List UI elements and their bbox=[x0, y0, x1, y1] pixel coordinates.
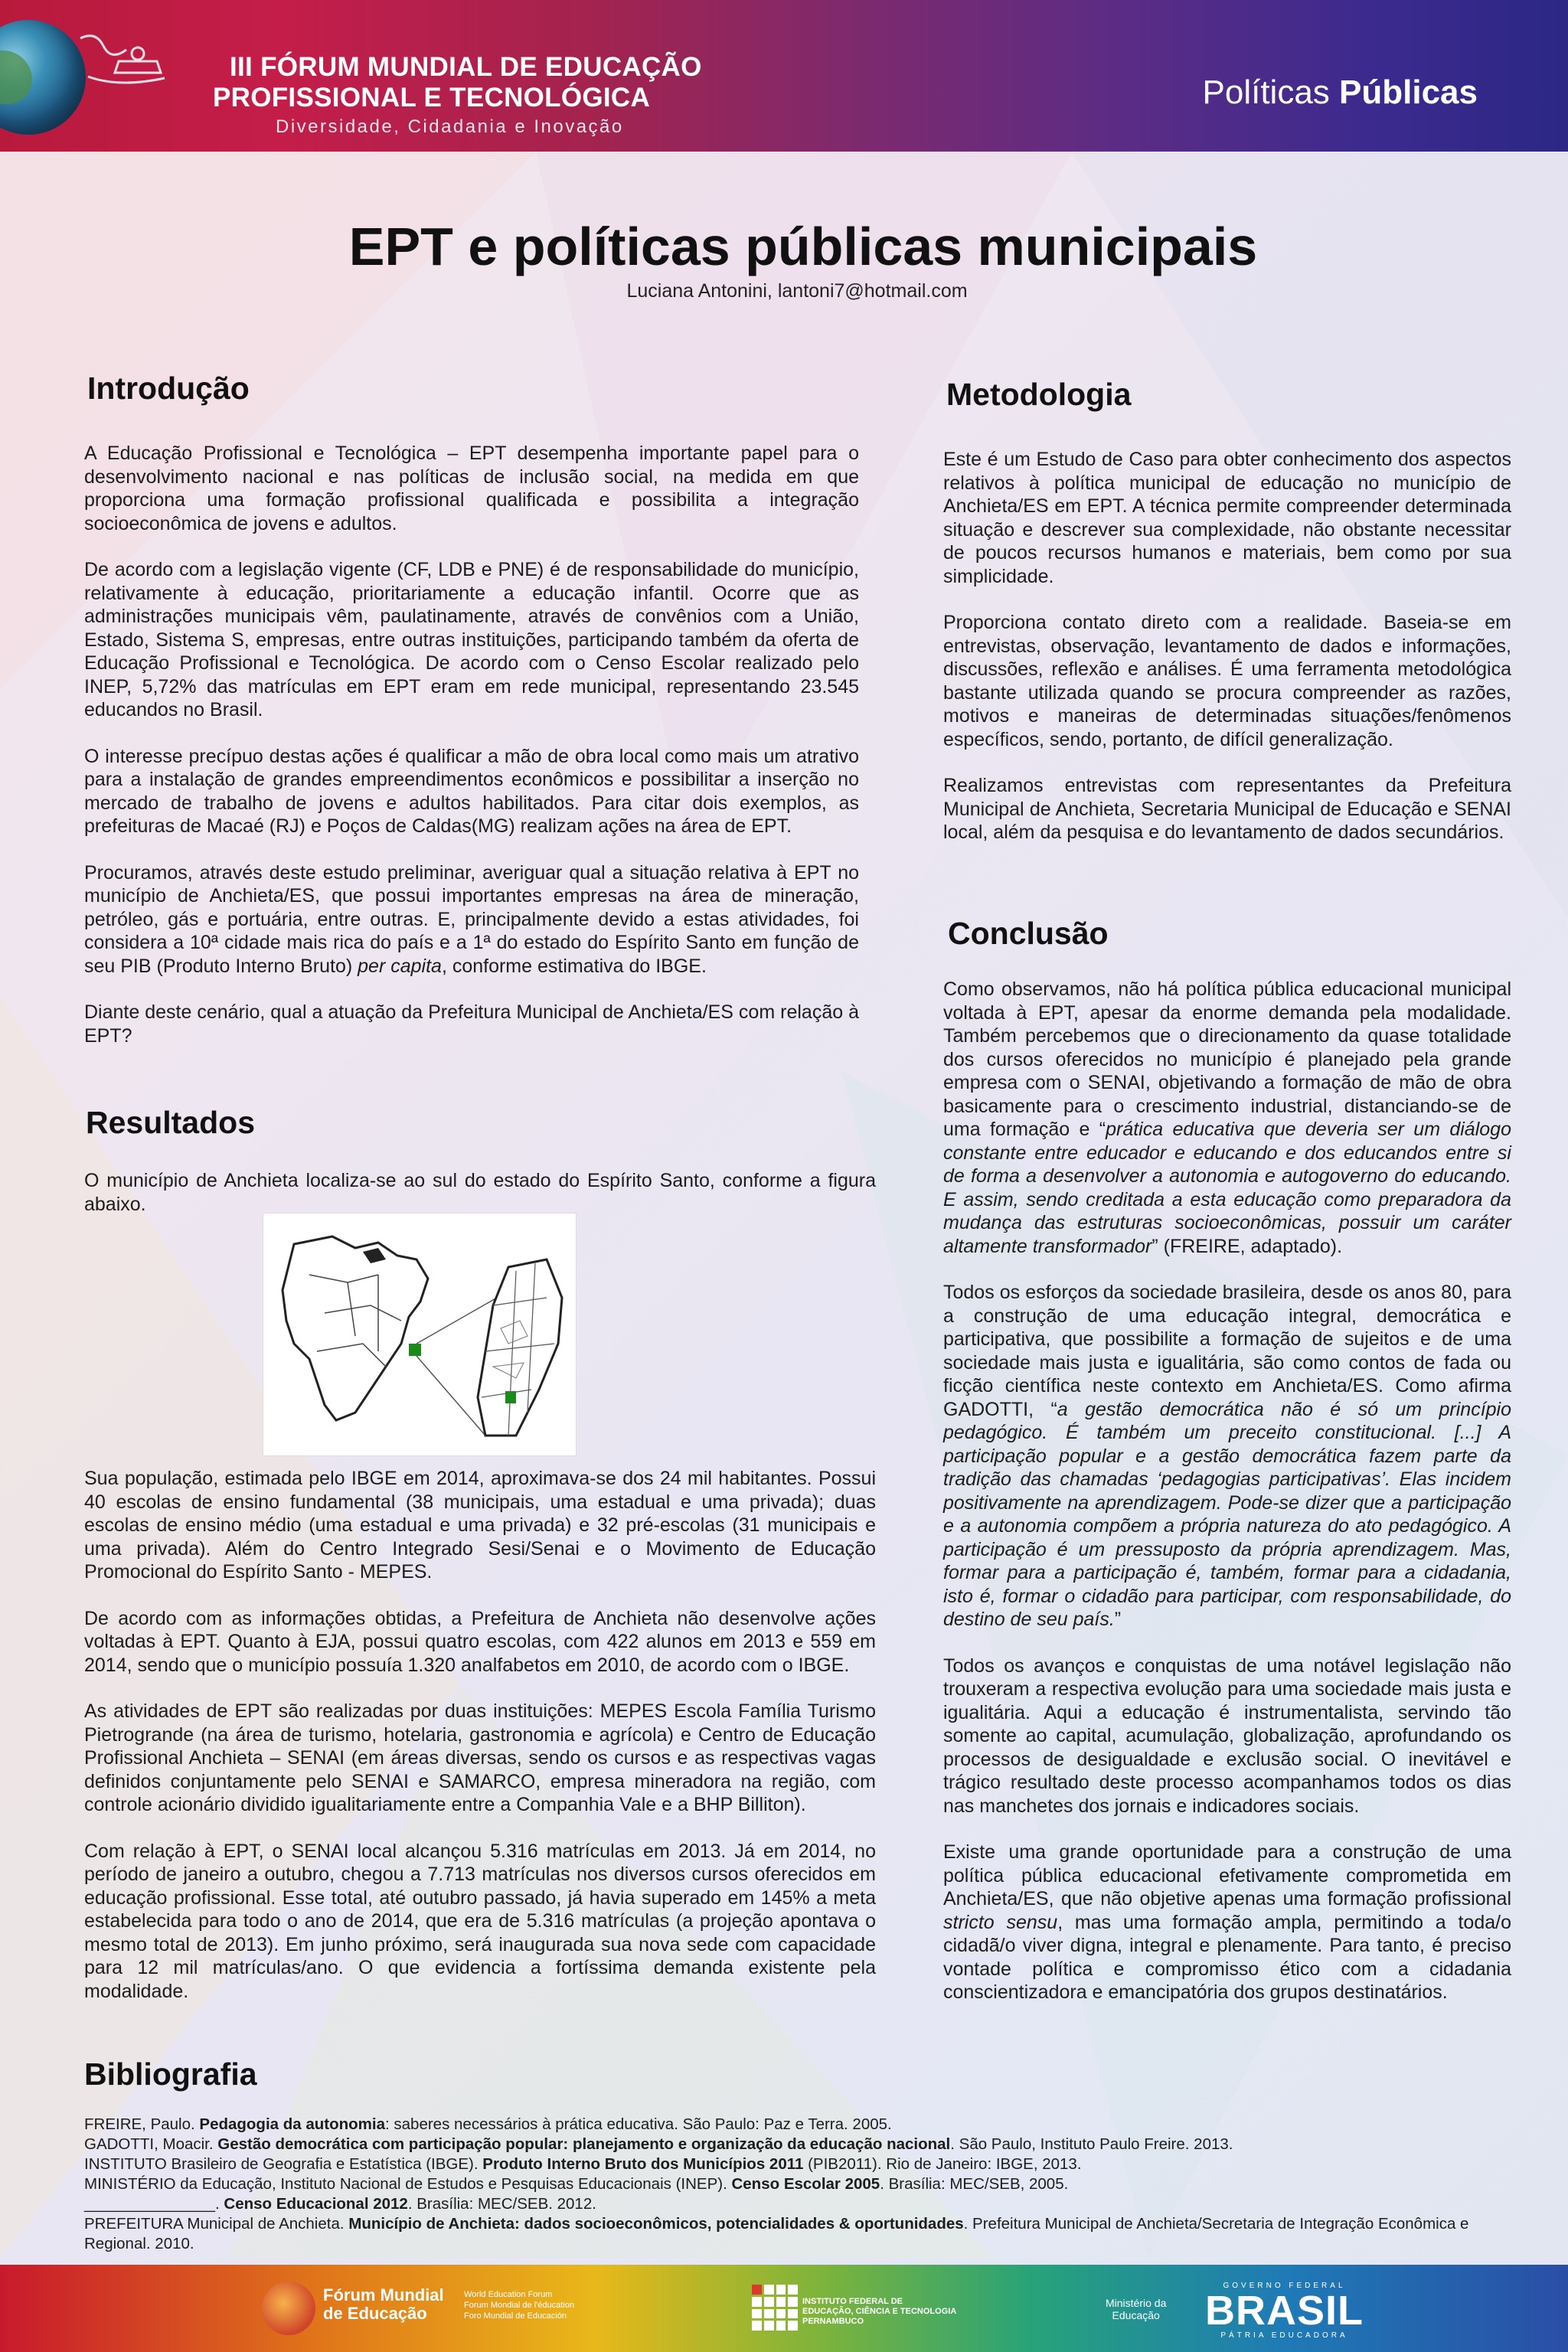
intro-paragraph-5: Diante deste cenário, qual a atuação da Prefeitura Municipal de Anchieta/ES com relação à EPT? bbox=[84, 1001, 859, 1047]
anchieta-highlight bbox=[505, 1391, 516, 1403]
results-paragraph-4: As atividades de EPT são realizadas por duas instituições: MEPES Escola Família Turismo Pietrogrande (na área de turismo, hotelaria, gastronomia e agrícola) e Centro de Educação Profissional Anchieta – SENAI (em áreas diversas, sendo os cursos e as respectivas vagas definidos conjuntamente pelo SENAI e SAMARCO, empresa mineradora na região, com controle acionário dividido igualitariamente entre a Companhia Vale e a BHP Billiton). bbox=[84, 1700, 876, 1815]
method-paragraph-3: Realizamos entrevistas com representantes da Prefeitura Municipal de Anchieta, Secretaria Municipal de Educação e SENAI local, além da pesquisa e do levantamento de dados secundários. bbox=[943, 775, 1511, 843]
conclusion-section bbox=[943, 978, 1511, 2027]
intro-paragraph-1: A Educação Profissional e Tecnológica – EPT desempenha importante papel para o desenvolvimento nacional e nas políticas de inclusão social, na medida em que proporciona uma formação profissional qualificada e possibilita a integração socioeconômica de jovens e adultos. bbox=[84, 443, 859, 534]
intro-paragraph-4: Procuramos, através deste estudo preliminar, averiguar qual a situação relativa à EPT no município de Anchieta/ES, que possui importantes empresas na área de mineração, petróleo, gás e portuária, entre outras. E, principalmente devido a estas atividades, foi considera a 10ª cidade mais rica do país e a 1ª do estado do Espírito Santo em função de seu PIB (Produto Interno Bruto) per capita, conforme estimativa do IBGE. bbox=[84, 861, 859, 977]
forum-title-line2: PROFISSIONAL E TECNOLÓGICA bbox=[213, 83, 651, 113]
bibliography-list bbox=[84, 2115, 1524, 2254]
bib-ref-gadotti: GADOTTI, Moacir. Gestão democrática com participação popular: planejamento e organização da educação nacional. São Paulo, Instituto Paulo Freire. 2013. bbox=[84, 2135, 1233, 2153]
left-column bbox=[84, 0, 876, 2113]
poster-footer bbox=[0, 2265, 1568, 2352]
conclusion-paragraph-2: Todos os esforços da sociedade brasileira, desde os anos 80, para a construção de uma educação integral, democrática e participativa, que possibilite a formação de sujeitos e de uma sociedade mais justa e igualitária, são como contos de fada ou ficção científica neste contexto em Anchieta/ES. Como afirma GADOTTI, “a gestão democrática não é só um princípio pedagógico. É também um preceito constitucional. [...] A participação popular e a gestão democrática fazem parte da tradição das chamadas ‘pedagogias participativas’. Elas incidem positivamente na aprendizagem. Pode-se dizer que a participação e a autonomia compõem a própria natureza do ato pedagógico. A participação é um pressuposto da própria aprendizagem. Mas, formar para a participação é, também, formar para a cidadania, isto é, formar o cidadão para participar, com responsabilidade, do destino de seu país.” bbox=[943, 1282, 1512, 1630]
poster-author: Luciana Antonini, lantoni7@hotmail.com bbox=[626, 280, 968, 302]
poster-title: EPT e políticas públicas municipais bbox=[348, 217, 1258, 276]
governo-federal-logo: GOVERNO FEDERAL BRASIL PÁTRIA EDUCADORA bbox=[1205, 2282, 1364, 2340]
method-paragraph-1: Este é um Estudo de Caso para obter conhecimento dos aspectos relativos à política municipal de educação no município de Anchieta/ES em EPT. A técnica permite compreender determinada situação e descrever sua complexidade, não obstante necessitar de poucos recursos humanos e materiais, bem como por sua simplicidade. bbox=[943, 449, 1511, 587]
brazil-outline bbox=[283, 1236, 428, 1420]
conclusion-paragraph-1: Como observamos, não há política pública educacional municipal voltada à EPT, apesar da enorme demanda pela modalidade. Também percebemos que o direcionamento da quase totalidade dos cursos oferecidos no município é planejado pela grande empresa com o SENAI, objetivando a formação de mão de obra basicamente para o crescimento industrial, distanciando-se de uma formação e “prática educativa que deveria ser um diálogo constante entre educador e educando e dos educandos entre si de forma a desenvolver a autonomia e autogoverno do educando. E assim, sendo creditada a esta educação como preparadora da mudança das estruturas socioeconômicas, possuir um caráter altamente transformador” (FREIRE, adaptado). bbox=[943, 978, 1511, 1257]
forum-subtitle: Diversidade, Cidadania e Inovação bbox=[276, 116, 624, 137]
anchieta-location-map bbox=[263, 1213, 577, 1456]
method-paragraph-2: Proporciona contato direto com a realidade. Baseia-se em entrevistas, observação, levantamento de dados e informações, discussões, reflexão e análises. É uma ferramenta metodológica bastante utilizada quando se procura compreender as razões, motivos e maneiras de determinadas situações/fenômenos específicos, sendo, portanto, de difícil generalização. bbox=[943, 612, 1511, 750]
ifpe-name: INSTITUTO FEDERAL DE EDUCAÇÃO, CIÊNCIA E TECNOLOGIA PERNAMBUCO bbox=[802, 2297, 957, 2326]
conclusion-paragraph-4: Existe uma grande oportunidade para a construção de uma política pública educacional efetivamente comprometida em Anchieta/ES, que não objetive apenas uma formação profissional stricto sensu, mas uma formação ampla, permitindo a toda/o cidadã/o viver digna, integral e plenamente. Para tanto, é preciso vontade política e compromisso ético com a cidadania conscientizadora e emancipatória dos grupos destinatários. bbox=[943, 1841, 1511, 2003]
conclusion-paragraph-3: Todos os avanços e conquistas de uma notável legislação não trouxeram a respectiva evolução para uma sociedade mais justa e igualitária. Aqui a educação é instrumentalista, servindo tão somente ao capital, acumulação, globalização, aprofundando os processos de desigualdade e exclusão social. O inevitável e trágico resultado deste processo acompanhamos todos os dias nas manchetes dos jornais e indicadores sociais. bbox=[943, 1655, 1511, 1817]
method-section bbox=[943, 448, 1511, 867]
results-paragraph-5: Com relação à EPT, o SENAI local alcançou 5.316 matrículas em 2013. Já em 2014, no período de janeiro a outubro, chegou a 7.713 matrículas nos diversos cursos oferecidos em educação profissional. Esse total, até outubro passado, já havia superado em 145% a meta estabelecida para todo o ano de 2014, que era de 5.316 matrículas (a projeção apontava o mesmo total de 2013). Em junho próximo, será inaugurada sua nova sede com capacidade para 12 mil matrículas/ano. O que evidencia a fortíssima demanda existente pela modalidade. bbox=[84, 1840, 876, 2002]
results-paragraph-1: O município de Anchieta localiza-se ao sul do estado do Espírito Santo, conforme a figura abaixo. bbox=[84, 1170, 876, 1215]
ifpe-logo bbox=[752, 2285, 798, 2331]
results-paragraph-3: De acordo com as informações obtidas, a Prefeitura de Anchieta não desenvolve ações voltadas à EPT. Quanto à EJA, possui quatro escolas, com 422 alunos em 2013 e 559 em 2014, sendo que o município possuía 1.320 analfabetos em 2010, de acordo com o IBGE. bbox=[84, 1607, 876, 1676]
map-graphic bbox=[263, 1214, 576, 1455]
bib-ref-mec-2012: _______________. Censo Educacional 2012. Brasília: MEC/SEB. 2012. bbox=[84, 2195, 596, 2213]
right-column bbox=[943, 0, 1511, 2113]
intro-section bbox=[84, 442, 859, 1070]
bib-ref-mec-2005: MINISTÉRIO da Educação, Instituto Nacional de Estudos e Pesquisas Educacionais (INEP). Censo Escolar 2005. Brasília: MEC/SEB, 2005. bbox=[84, 2175, 1069, 2193]
es-highlight bbox=[409, 1344, 421, 1356]
theme-light: Políticas bbox=[1202, 74, 1340, 111]
bib-ref-freire: FREIRE, Paulo. Pedagogia da autonomia: saberes necessários à prática educativa. São Paulo: Paz e Terra. 2005. bbox=[84, 2115, 892, 2133]
method-heading: Metodologia bbox=[946, 377, 1132, 412]
mec-logo: Ministério da Educação bbox=[1106, 2297, 1167, 2321]
intro-paragraph-2: De acordo com a legislação vigente (CF, LDB e PNE) é de responsabilidade do município, relativamente à educação, prioritariamente a educação infantil. Ocorre que as administrações municipais vêm, paulatinamente, através de convênios com a União, Estado, Sistema S, empresas, entre outras instituições, participando também da oferta de Educação Profissional e Tecnológica. De acordo com o Censo Escolar realizado pelo INEP, 5,72% das matrículas em EPT eram em rede municipal, representando 23.545 educandos no Brasil. bbox=[84, 559, 859, 720]
intro-paragraph-3: O interesse precípuo destas ações é qualificar a mão de obra local como mais um atrativo para a instalação de grandes empreendimentos econômicos e possibilitar a inserção no mercado de trabalho de jovens e adultos habilitados. Para citar dois exemplos, as prefeituras de Macaé (RJ) e Poços de Caldas(MG) realizam ações na área de EPT. bbox=[84, 745, 859, 837]
conclusion-heading: Conclusão bbox=[948, 916, 1109, 951]
bibliography-heading: Bibliografia bbox=[84, 2056, 257, 2092]
theme-bold: Públicas bbox=[1339, 74, 1478, 111]
forum-logo-languages: World Education Forum Forum Mondial de l'éducation Foro Mundial de Educación bbox=[464, 2290, 574, 2321]
bib-ref-prefeitura: PREFEITURA Municipal de Anchieta. Município de Anchieta: dados socioeconômicos, potencialidades & oportunidades. Prefeitura Municipal de Anchieta/Secretaria de Integração Econômica e Regional. 2010. bbox=[84, 2215, 1469, 2252]
forum-title-line1: III FÓRUM MUNDIAL DE EDUCAÇÃO bbox=[230, 52, 702, 82]
results-section bbox=[84, 1467, 876, 2026]
results-paragraph-2: Sua população, estimada pelo IBGE em 2014, aproximava-se dos 24 mil habitantes. Possui 40 escolas de ensino fundamental (38 municipais, uma estadual e uma privada); duas escolas de ensino médio (uma estadual e uma privada) e 32 pré-escolas (31 municipais e uma privada). Além do Centro Integrado Sesi/Senai e o Movimento de Educação Promocional do Espírito Santo - MEPES. bbox=[84, 1468, 876, 1583]
intro-heading: Introdução bbox=[87, 371, 250, 406]
results-heading: Resultados bbox=[86, 1105, 255, 1140]
bib-ref-ibge: INSTITUTO Brasileiro de Geografia e Estatística (IBGE). Produto Interno Bruto dos Municípios 2011 (PIB2011). Rio de Janeiro: IBGE, 2013. bbox=[84, 2155, 1082, 2173]
forum-sun-logo bbox=[262, 2282, 315, 2335]
forum-logo-name: Fórum Mundial de Educação bbox=[323, 2285, 444, 2323]
